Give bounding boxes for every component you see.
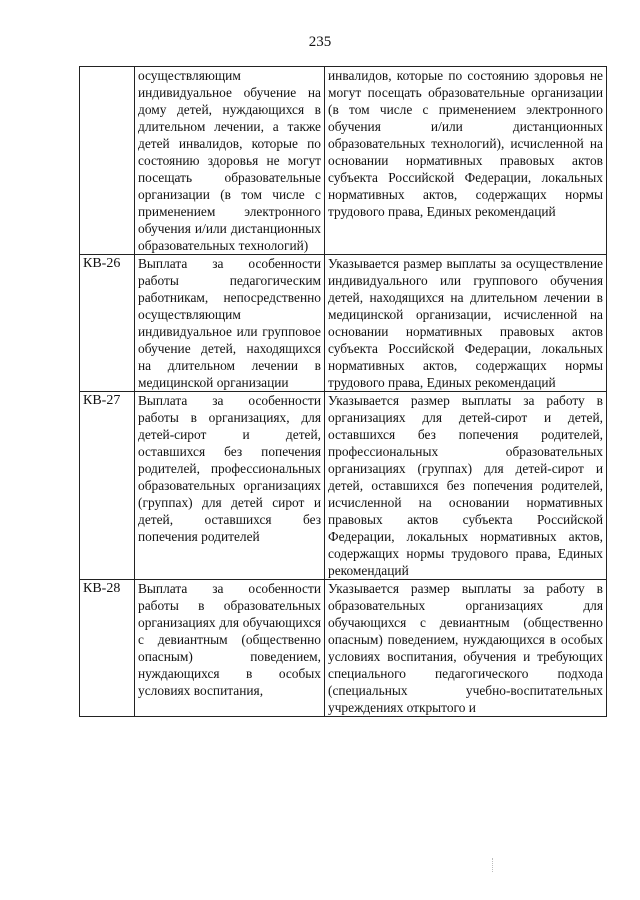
table-row (80, 392, 607, 580)
row-code: КВ-28 (80, 580, 135, 717)
row-description: Указывается размер выплаты за работу в образовательных организациях для обучающихся с девиантным (общественно опасным) поведением, нуждающихся в особых условиях воспитания, обучения и требующих специального педагогического подхода (специальных учебно-воспитательных учреждениях открытого и (325, 580, 607, 717)
scan-artifact (492, 858, 496, 872)
row-code: КВ-27 (80, 392, 135, 580)
row-code: КВ-26 (80, 255, 135, 392)
row-name: Выплата за особенности работы педагогическим работникам, непосредственно осуществляющим индивидуальное или групповое обучение детей, находящихся на длительном лечении в медицинской организации (135, 255, 325, 392)
page-number: 235 (308, 34, 332, 50)
row-description: инвалидов, которые по состоянию здоровья не могут посещать образовательные организации (в том числе с применением электронного обучения и/или дистанционных образовательных технологий), исчисленной на основании нормативных правовых актов субъекта Российской Федерации, локальных нормативных актов, содержащих нормы трудового права, Единых рекомендаций (325, 67, 607, 255)
row-code (80, 67, 135, 255)
row-name: осуществляющим индивидуальное обучение на дому детей, нуждающихся в длительном лечении, а также детей инвалидов, которые по состоянию здоровья не могут посещать образовательные организации (в том числе с применением электронного обучения и/или дистанционных образовательных технологий) (135, 67, 325, 255)
table-row (80, 67, 607, 255)
row-description: Указывается размер выплаты за осуществление индивидуального или группового обучения детей, находящихся на длительном лечении в медицинской организации, исчисленной на основании нормативных правовых актов субъекта Российской Федерации, локальных нормативных актов, содержащих нормы трудового права, Единых рекомендаций (325, 255, 607, 392)
row-name: Выплата за особенности работы в организациях, для детей-сирот и детей, оставшихся без попечения родителей, профессиональных образовательных организациях (группах) для детей сирот и детей, оставшихся без попечения родителей (135, 392, 325, 580)
payments-table (79, 66, 607, 717)
table-row (80, 580, 607, 717)
row-description: Указывается размер выплаты за работу в организациях для детей-сирот и детей, оставшихся без попечения родителей, профессиональных образовательных организациях (группах) для детей-сирот и детей, оставшихся без попечения родителей, исчисленной на основании нормативных правовых актов субъекта Российской Федерации, локальных нормативных актов, содержащих нормы трудового права, Единых рекомендаций (325, 392, 607, 580)
row-name: Выплата за особенности работы в образовательных организациях для обучающихся с девиантным (общественно опасным) поведением, нуждающихся в особых условиях воспитания, (135, 580, 325, 717)
table-row (80, 255, 607, 392)
